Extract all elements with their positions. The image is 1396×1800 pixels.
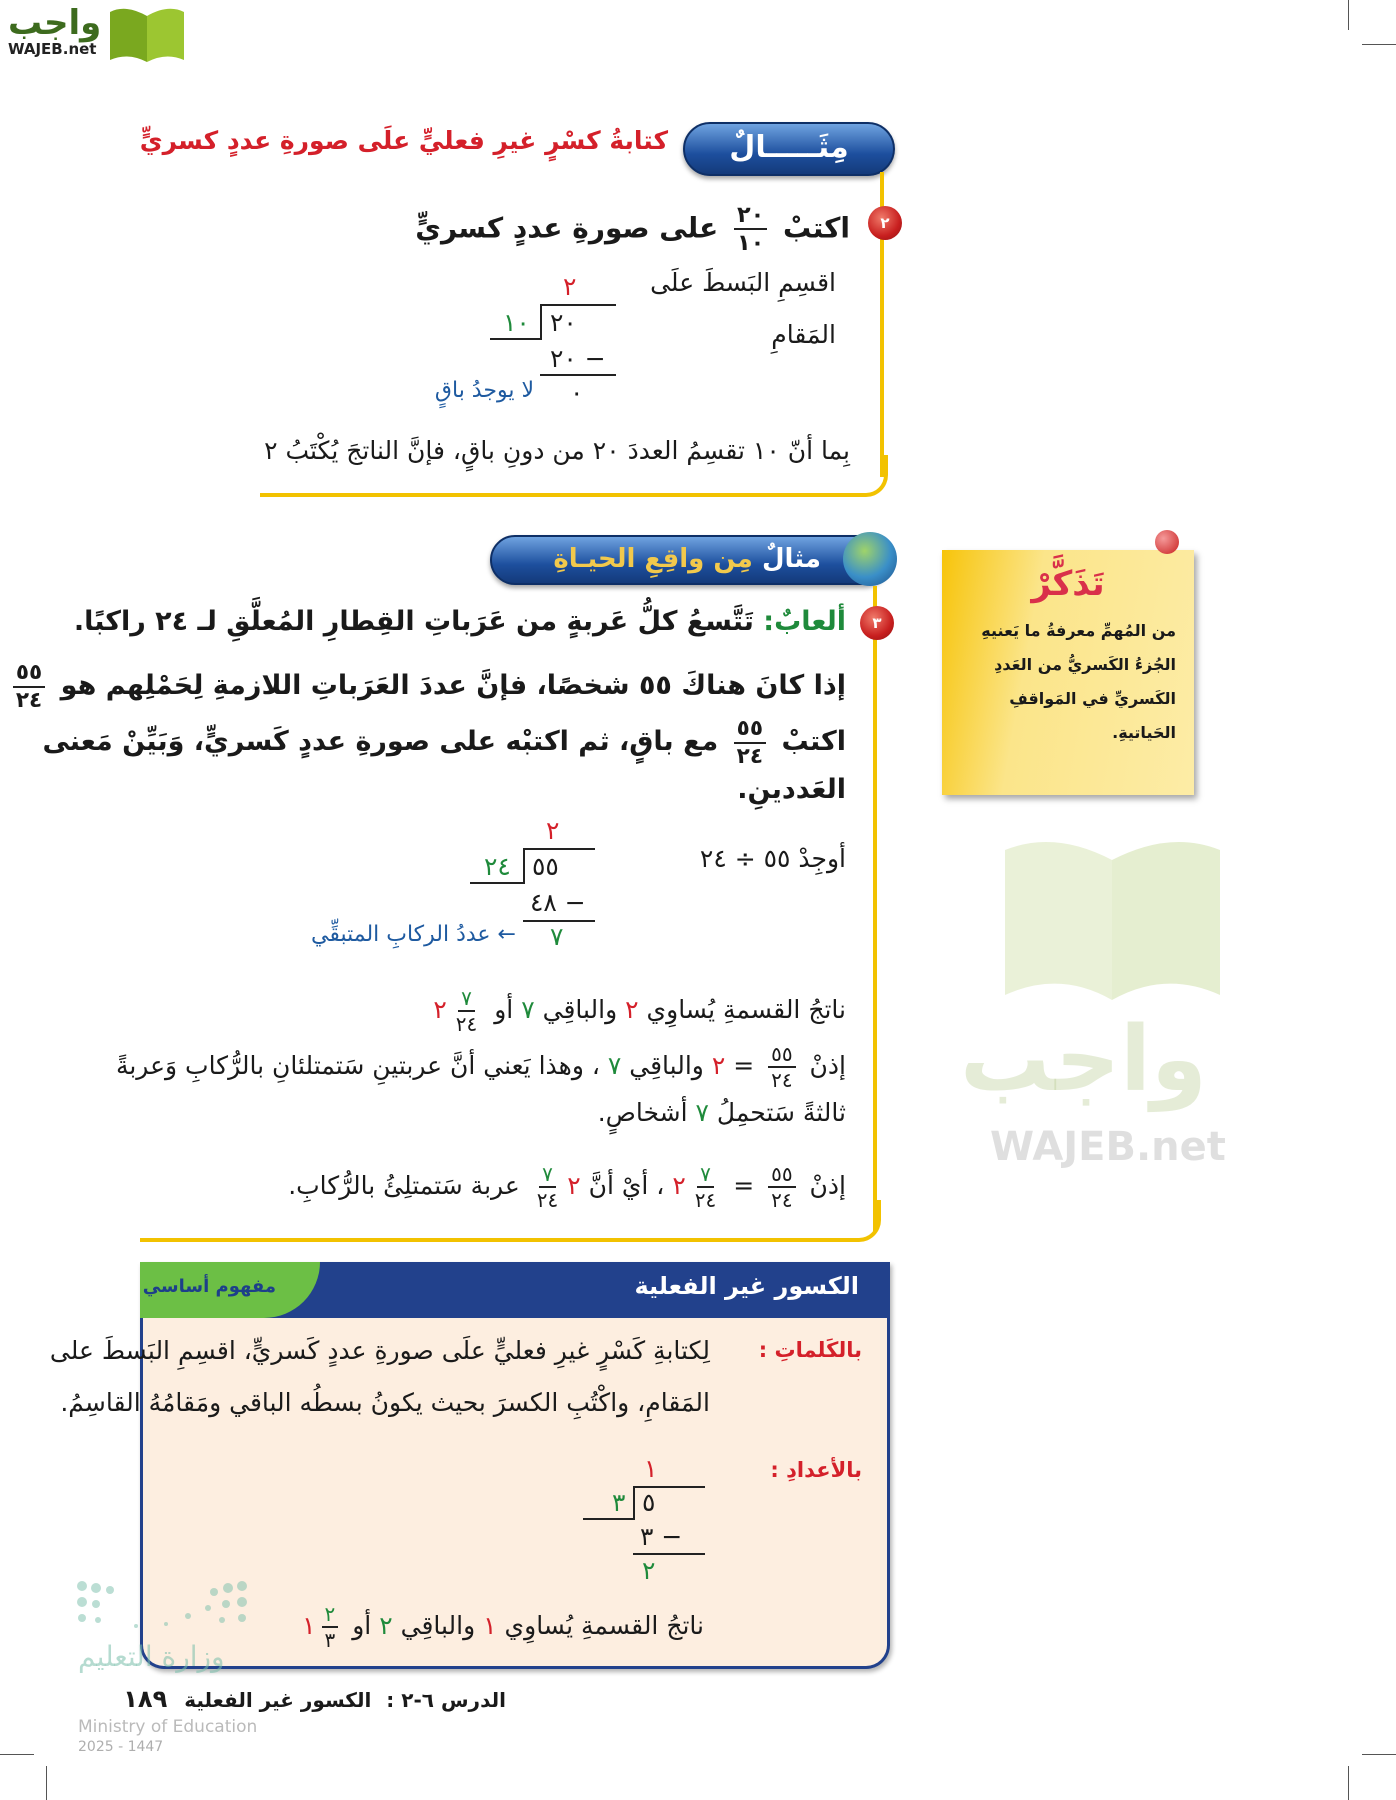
result-text: والباقِي <box>542 995 618 1024</box>
whole-value: ٢ <box>672 1171 686 1200</box>
problem-line: العَددينِ. <box>737 774 846 805</box>
denominator: ٢٤ <box>771 1188 793 1212</box>
footer <box>123 1684 506 1715</box>
result-line <box>433 988 846 1034</box>
remember-text: الكَسريِّ في المَواقفِ <box>1009 689 1176 708</box>
so-text: ، وهذا يَعني أنَّ عربتينِ سَتمتلئانِ بالرُّكابِ وَعربةً <box>115 1051 600 1080</box>
subtract: ٤٨ − <box>530 888 586 917</box>
denominator: ١٠ <box>736 230 765 257</box>
numerator: ٥٥ <box>768 1044 795 1068</box>
divisor: ١٠ <box>503 308 530 337</box>
numerator: ٧ <box>697 1164 714 1188</box>
dividend: ٥٥ <box>532 852 559 881</box>
so-text: إذنْ <box>809 1171 846 1200</box>
quotient-value: ٢ <box>711 1051 726 1080</box>
remainder: ٠ <box>570 378 584 407</box>
real-life-badge <box>490 535 889 585</box>
quotient-value: ١ <box>483 1611 497 1640</box>
numerator: ٢٠ <box>734 204 767 230</box>
badge-label: مثالٌ <box>761 544 821 574</box>
whole-value: ١ <box>302 1611 316 1640</box>
example-badge <box>683 122 895 176</box>
ministry-name-en: Ministry of Education <box>78 1717 258 1737</box>
crop-mark <box>0 1754 34 1755</box>
step-text: المَقامِ <box>771 320 836 349</box>
remainder-value: ٧ <box>521 995 535 1024</box>
fraction <box>734 718 766 767</box>
so-text: ثالثةً سَتحمِلُ <box>716 1098 846 1127</box>
remember-text: الجُزءُ الكَسريُّ من العَددِ <box>994 655 1176 674</box>
quotient-value: ٢ <box>625 995 639 1024</box>
problem-text: تَتَّسعُ كلُّ عَربةٍ من عَرَباتِ القِطارِ المُعلَّقِ لـ ٢٤ راكبًا. <box>73 606 754 637</box>
problem-text: إذا كانَ هناكَ ٥٥ شخصًا، فإنَّ عددَ العَرَباتِ اللازمةِ لِحَمْلِهم هو <box>60 670 846 702</box>
concept-tab <box>140 1262 320 1318</box>
divisor: ٢٤ <box>484 852 511 881</box>
remainder: ٧ <box>550 922 564 951</box>
fraction <box>768 1044 795 1090</box>
step-text: اقسِمِ البَسطَ علَى <box>650 268 836 297</box>
fraction <box>768 1164 795 1210</box>
topic-label: ألعابٌ: <box>763 606 846 637</box>
ministry-year: 2025 - 1447 <box>78 1739 164 1755</box>
prompt-text: اكتبْ <box>783 211 850 245</box>
fraction <box>322 1604 339 1650</box>
denominator: ٢٤ <box>736 743 764 769</box>
denominator: ٢٤ <box>771 1068 793 1092</box>
remainder: ٢ <box>642 1556 656 1585</box>
result-text: أو <box>494 995 514 1024</box>
result-text: ناتجُ القسمةِ يُساوِي <box>504 1611 704 1640</box>
denominator: ٢٤ <box>15 687 43 713</box>
example-number-badge: ٢ <box>868 206 902 240</box>
problem-text: مع باقٍ، ثم اكتبْه على صورةِ عددٍ كَسريٍّ، وَبَيِّنْ مَعنى <box>42 726 719 758</box>
remember-text: من المُهمِّ معرفةُ ما يَعنيهِ <box>981 621 1176 640</box>
so-text: ، أيْ أنَّ <box>588 1171 665 1200</box>
numerator: ٧ <box>458 988 475 1012</box>
numerator: ٥٥ <box>768 1164 795 1188</box>
crop-mark <box>1348 0 1349 30</box>
so-text: عربة سَتمتلِئُ بالرُّكابِ. <box>288 1171 520 1200</box>
example-conclusion: بِما أنّ ١٠ تقسِمُ العددَ ٢٠ من دونِ باقٍ، فإنَّ الناتجَ يُكْتَبُ ٢ <box>264 436 850 465</box>
concept-result <box>302 1604 704 1650</box>
numerator: ٧ <box>539 1164 556 1188</box>
dividend: ٥ <box>642 1488 656 1517</box>
divisor: ٣ <box>612 1488 626 1517</box>
denominator: ٣ <box>324 1628 336 1652</box>
concept-tab-label: مفهوم أساسي <box>142 1276 276 1297</box>
problem-line <box>0 662 846 711</box>
numerator: ٥٥ <box>13 662 45 688</box>
quotient: ٢ <box>563 272 577 301</box>
so-text: إذنْ <box>809 1051 846 1080</box>
quotient: ٢ <box>546 816 560 845</box>
dividend: ٢٠ <box>550 308 577 337</box>
fraction <box>453 988 480 1034</box>
remainder-note: ← عددُ الركابِ المتبقِّي <box>310 922 516 947</box>
example-prompt <box>415 204 850 255</box>
ministry-name-ar: وزارة التعليم <box>78 1640 225 1673</box>
so-text: أشخاصٍ. <box>597 1098 688 1127</box>
fraction <box>13 662 45 711</box>
subtract: ٣ − <box>640 1522 683 1551</box>
problem-line <box>74 606 846 637</box>
concept-title: الكسور غير الفعلية <box>634 1272 859 1300</box>
so-line <box>116 1044 846 1090</box>
example-title: كتابةُ كسْرٍ غيرِ فعليٍّ علَى صورةِ عددٍ كسريٍّ <box>139 126 668 155</box>
book-logo-icon <box>106 4 188 64</box>
crop-mark <box>1348 1766 1349 1800</box>
whole-value: ٢ <box>567 1171 581 1200</box>
page-number: ١٨٩ <box>123 1685 168 1713</box>
ministry-logo-icon <box>76 1580 248 1640</box>
numerator: ٥٥ <box>734 718 766 744</box>
watermark-latin: WAJEB.net <box>990 1124 1226 1170</box>
problem-line <box>42 718 846 767</box>
badge-label: مِن واقِعِ الحيـاةِ <box>553 544 753 574</box>
globe-icon <box>843 532 897 586</box>
equals: = <box>733 1171 755 1200</box>
fraction <box>734 204 767 255</box>
watermark-book-icon <box>1000 830 1225 1000</box>
remainder-note: لا يوجدُ باقٍ <box>434 378 534 403</box>
crop-mark <box>1362 1754 1396 1755</box>
denominator: ٢٤ <box>455 1012 478 1036</box>
fraction <box>534 1164 561 1210</box>
so-text: والباقِي <box>629 1051 704 1080</box>
result-text: والباقِي <box>400 1611 476 1640</box>
numerator: ٢ <box>322 1604 339 1628</box>
words-text: لِكتابةِ كَسْرٍ غيرِ فعليٍّ علَى صورةِ عددٍ كَسريٍّ، اقسِمِ البَسطَ على <box>49 1336 710 1365</box>
logo <box>8 3 102 58</box>
denominator: ٢٤ <box>694 1188 717 1212</box>
real-life-border <box>873 586 877 1231</box>
example-badge-label: مِثَـــــالٌ <box>729 130 849 165</box>
denominator: ٢٤ <box>536 1188 559 1212</box>
whole-value: ٢ <box>433 995 447 1024</box>
remember-text: الحَياتيةِ. <box>1112 723 1176 742</box>
problem-text: اكتبْ <box>781 726 846 758</box>
fraction <box>692 1164 719 1210</box>
equals: = <box>733 1051 755 1080</box>
subtract: ٢٠ − <box>550 344 606 373</box>
crop-mark <box>1362 44 1396 45</box>
words-text: المَقامِ، واكْتُبِ الكسرَ بحيث يكونُ بسطُه الباقي ومَقامُهُ القاسِمُ. <box>60 1388 710 1417</box>
lesson-title: الكسور غير الفعلية <box>184 1688 372 1712</box>
remember-title: تَذَكَّرْ <box>1031 564 1105 604</box>
result-text: أو <box>352 1611 372 1640</box>
logo-arabic: واجب <box>8 3 102 43</box>
numbers-label: بالأعدادِ : <box>770 1458 862 1482</box>
watermark-arabic: واجب <box>960 1007 1207 1112</box>
so-line <box>288 1164 846 1210</box>
remainder-value: ٧ <box>607 1051 622 1080</box>
quotient: ١ <box>644 1454 658 1483</box>
remainder-value: ٢ <box>379 1611 393 1640</box>
remember-note <box>942 550 1194 795</box>
crop-mark <box>46 1766 47 1800</box>
words-label: بالكَلماتِ : <box>758 1338 862 1362</box>
lesson-number: الدرس ٦-٢ : <box>386 1688 506 1712</box>
logo-latin: WAJEB.net <box>8 40 97 58</box>
prompt-text: على صورةِ عددٍ كسريٍّ <box>415 211 719 245</box>
find-text: أوجِدْ ٥٥ ÷ ٢٤ <box>699 844 846 873</box>
so-line <box>598 1098 846 1127</box>
pushpin-icon <box>1155 530 1179 554</box>
real-life-number-badge: ٣ <box>860 606 894 640</box>
result-text: ناتجُ القسمةِ يُساوِي <box>646 995 846 1024</box>
remainder-value: ٧ <box>695 1098 709 1127</box>
